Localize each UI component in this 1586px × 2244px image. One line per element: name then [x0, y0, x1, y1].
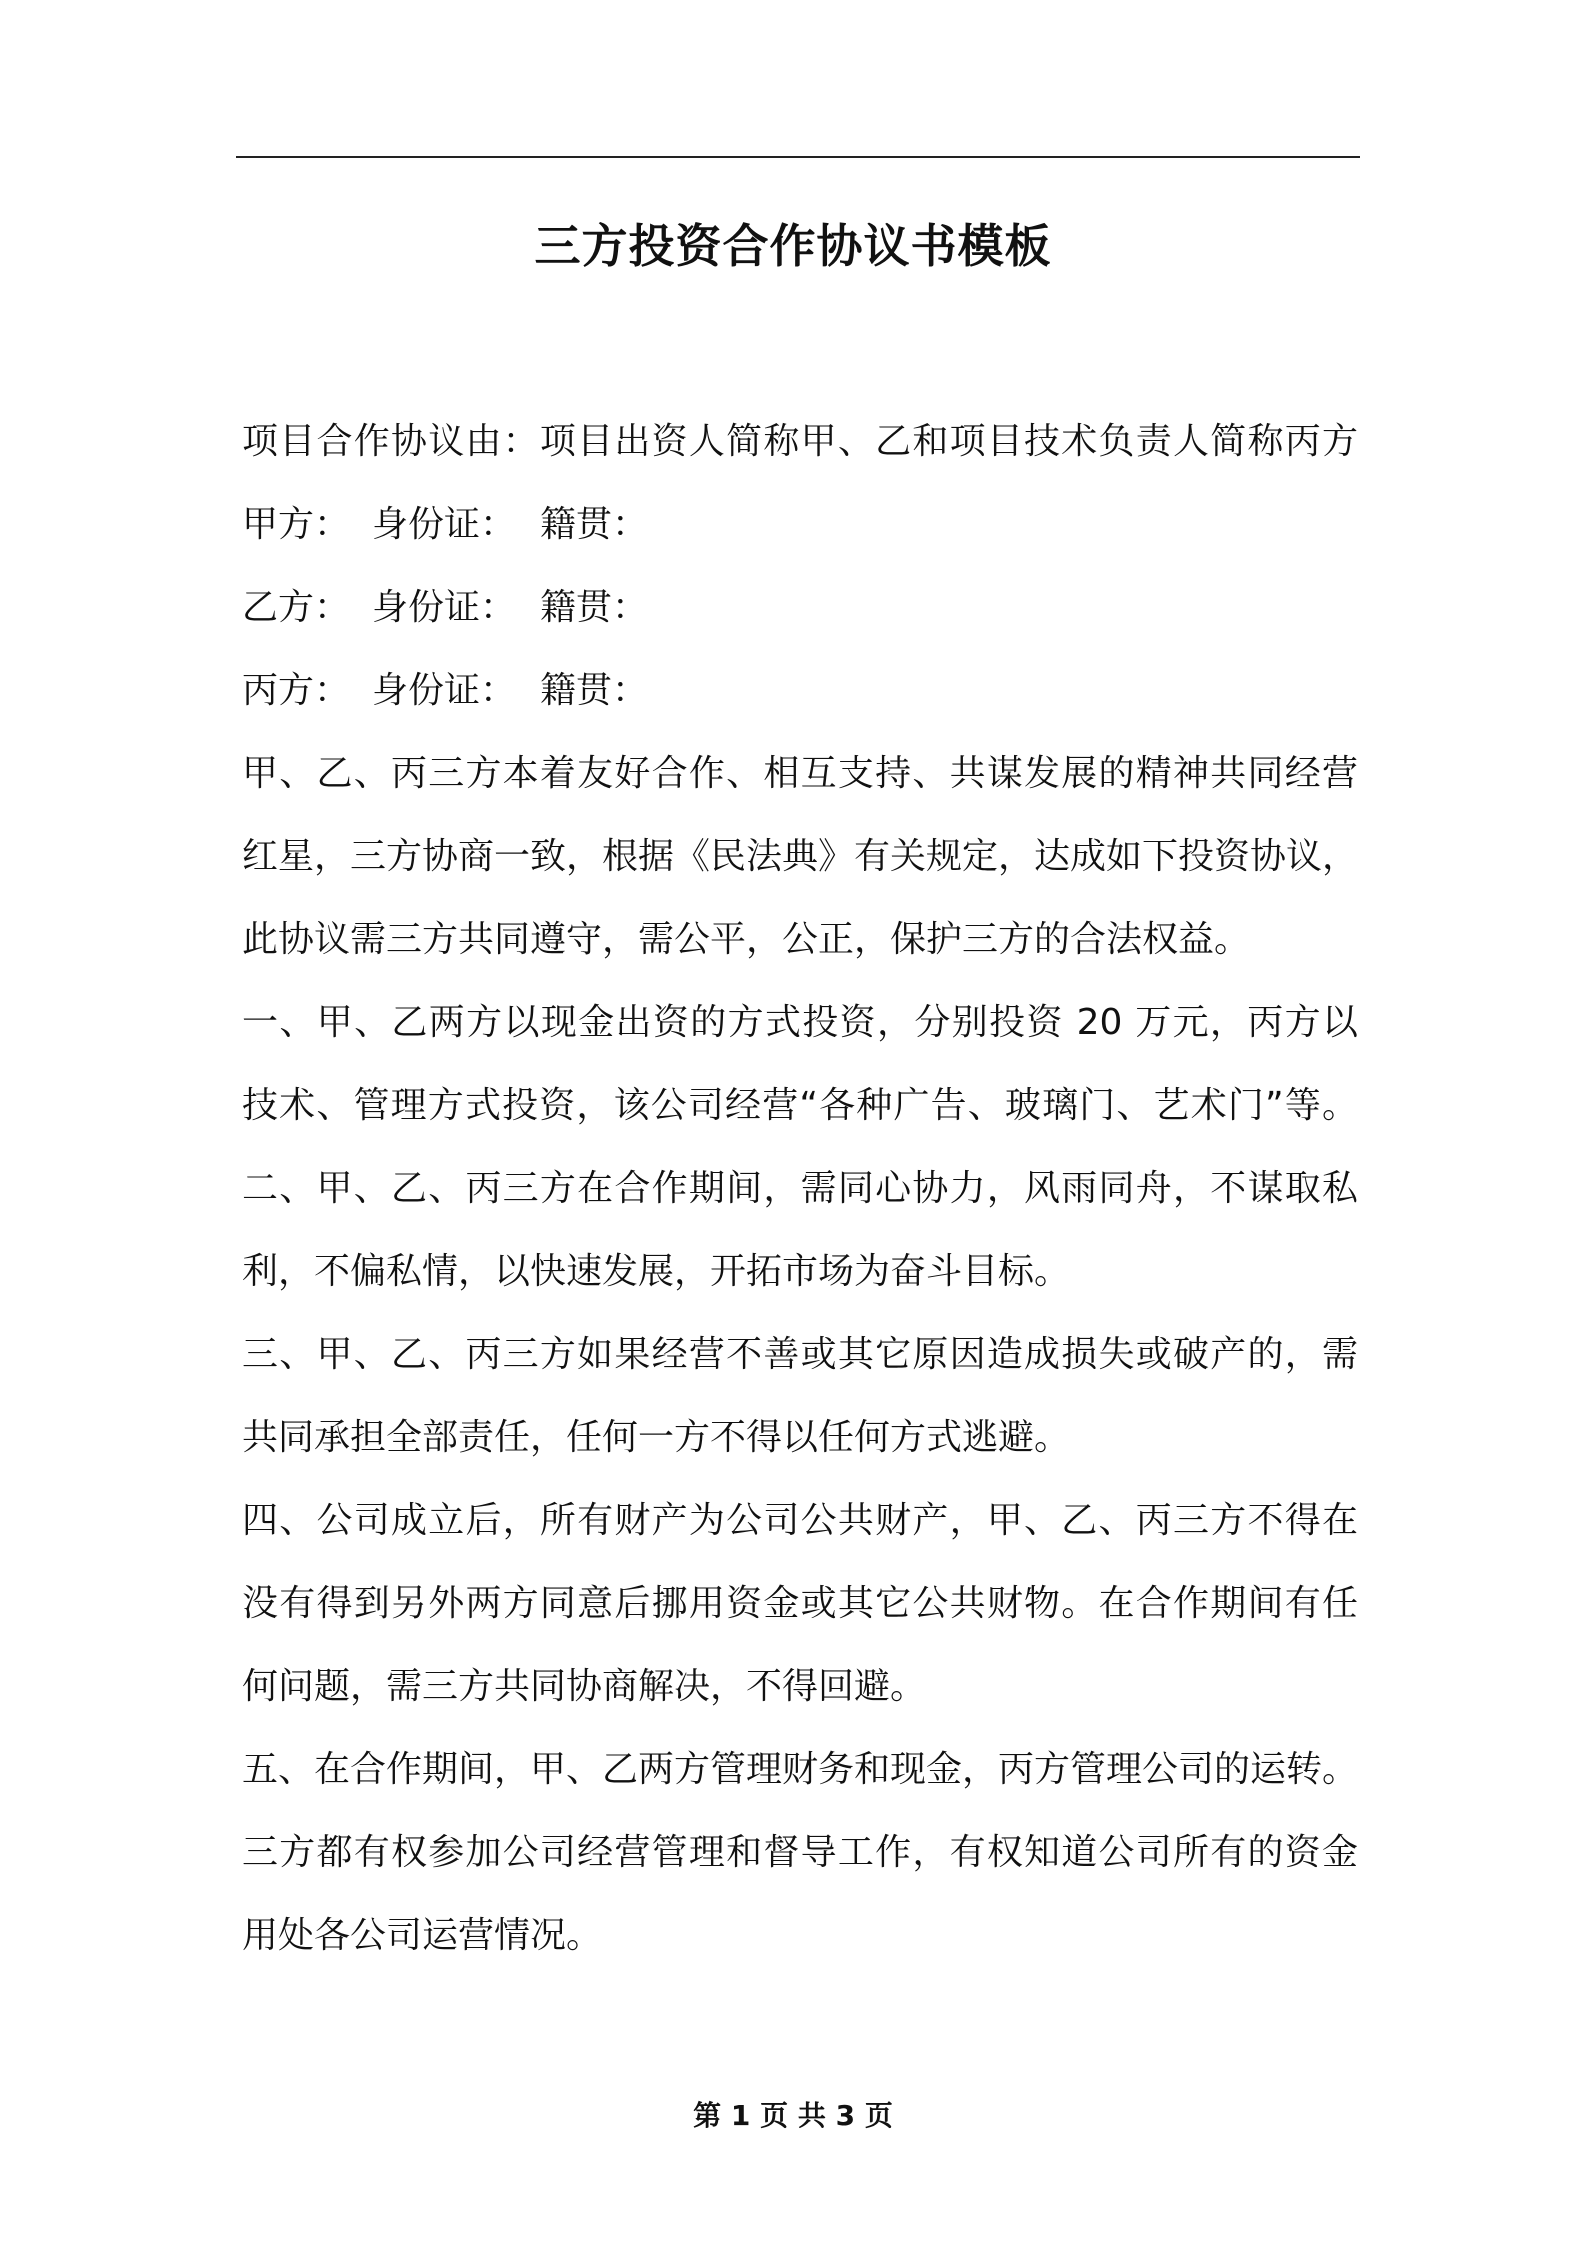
party-a-id-label: 身份证： — [372, 504, 517, 545]
clause-5-line: 五、在合作期间，甲、乙两方管理财务和现金，丙方管理公司的运转。 — [242, 1749, 1358, 1790]
party-c-name: 丙方： — [242, 670, 351, 711]
party-a-origin-label: 籍贯： — [540, 504, 649, 545]
clause-5-line: 用处各公司运营情况。 — [242, 1915, 603, 1956]
clause-4-line: 四、公司成立后，所有财产为公司公共财产，甲、乙、丙三方不得在 — [242, 1500, 1358, 1541]
clause-2-line: 二、甲、乙、丙三方在合作期间，需同心协力，风雨同舟，不谋取私 — [242, 1168, 1358, 1209]
party-a-line — [242, 483, 1358, 566]
clause-1-line: 一、甲、乙两方以现金出资的方式投资，分别投资 20 万元，丙方以 — [242, 1002, 1358, 1043]
party-c-line — [242, 649, 1358, 732]
party-c-id-label: 身份证： — [372, 670, 517, 711]
body-line: 甲、乙、丙三方本着友好合作、相互支持、共谋发展的精神共同经营 — [242, 753, 1358, 794]
page-indicator: 第 1 页 共 3 页 — [693, 2099, 893, 2132]
clause-4-line: 何问题，需三方共同协商解决，不得回避。 — [242, 1666, 927, 1707]
party-b-line — [242, 566, 1358, 649]
party-b-name: 乙方： — [242, 587, 351, 628]
clause-4-line: 没有得到另外两方同意后挪用资金或其它公共财物。在合作期间有任 — [242, 1583, 1358, 1624]
party-a-name: 甲方： — [242, 504, 351, 545]
body-line: 此协议需三方共同遵守，需公平，公正，保护三方的合法权益。 — [242, 919, 1251, 960]
party-b-origin-label: 籍贯： — [540, 587, 649, 628]
clause-5-line: 三方都有权参加公司经营管理和督导工作，有权知道公司所有的资金 — [242, 1832, 1358, 1873]
body-line: 红星，三方协商一致，根据《民法典》有关规定，达成如下投资协议， — [242, 836, 1358, 877]
document-title: 三方投资合作协议书模板 — [534, 219, 1052, 273]
clause-3-line: 共同承担全部责任，任何一方不得以任何方式逃避。 — [242, 1417, 1071, 1458]
clause-3-line: 三、甲、乙、丙三方如果经营不善或其它原因造成损失或破产的，需 — [242, 1334, 1358, 1375]
party-b-id-label: 身份证： — [372, 587, 517, 628]
document-body — [242, 400, 1358, 1977]
clause-2-line: 利，不偏私情，以快速发展，开拓市场为奋斗目标。 — [242, 1251, 1071, 1292]
party-c-origin-label: 籍贯： — [540, 670, 649, 711]
intro-line: 项目合作协议由：项目出资人简称甲、乙和项目技术负责人简称丙方 — [242, 421, 1358, 462]
header-rule — [236, 156, 1360, 158]
clause-1-line: 技术、管理方式投资，该公司经营“各种广告、玻璃门、艺术门”等。 — [242, 1085, 1358, 1126]
